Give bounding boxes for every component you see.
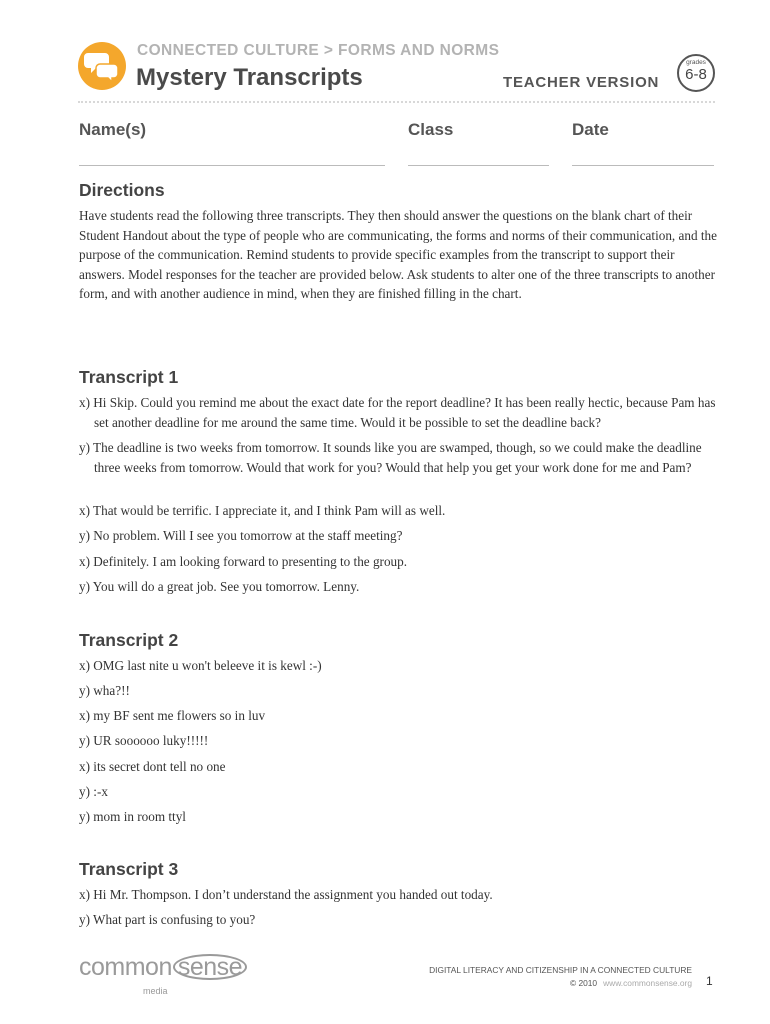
transcript-1-line: y) No problem. Will I see you tomorrow at the staff meeting? bbox=[79, 528, 403, 543]
grade-badge bbox=[677, 54, 715, 92]
transcript-1-line: x) Definitely. I am looking forward to presenting to the group. bbox=[79, 554, 408, 569]
speech-bubbles-icon bbox=[84, 50, 120, 82]
directions-text: Have students read the following three transcripts. They then should answer the questions on the blank chart of their Student Handout about the type of people who are communicating, the forms and norms of their communication, and the purpose of the communication. Remind students to provide specific examples from the transcript to support their answers. Model responses for the teacher are provided below. Ask students to alter one of the three transcripts to another form, and with another audience in mind, when they are finished filling in the chart. bbox=[79, 208, 717, 301]
version-label: TEACHER VERSION bbox=[503, 74, 660, 91]
directions-heading: Directions bbox=[79, 180, 165, 200]
transcript-1-line: x) Hi Skip. Could you remind me about the exact date for the report deadline? It has been really hectic, because Pam has set another deadline for me around the same time. Would it be possible to set the deadline back? bbox=[79, 395, 716, 430]
transcript-2-line: x) its secret dont tell no one bbox=[79, 759, 226, 774]
page-title: Mystery Transcripts bbox=[136, 64, 363, 91]
grade-badge-label: grades bbox=[686, 59, 706, 66]
class-label: Class bbox=[408, 120, 454, 139]
date-field[interactable] bbox=[572, 165, 714, 166]
transcript-1-line: y) You will do a great job. See you tomorrow. Lenny. bbox=[79, 579, 360, 594]
common-sense-logo bbox=[79, 953, 248, 982]
transcript-2-line: x) OMG last nite u won't beleeve it is kewl :-) bbox=[79, 658, 322, 673]
logo-word-common: common bbox=[79, 953, 172, 981]
transcript-2-line: y) UR soooooo luky!!!!! bbox=[79, 733, 209, 748]
names-field[interactable] bbox=[79, 165, 385, 166]
transcript-3-heading: Transcript 3 bbox=[79, 859, 179, 879]
transcript-1-line: x) That would be terrific. I appreciate it, and I think Pam will as well. bbox=[79, 503, 446, 518]
page-number: 1 bbox=[706, 974, 713, 988]
footer-series: DIGITAL LITERACY AND CITIZENSHIP IN A CONNECTED CULTURE bbox=[429, 965, 692, 975]
header-divider bbox=[78, 101, 715, 103]
grade-badge-value: 6-8 bbox=[685, 66, 707, 83]
names-label: Name(s) bbox=[79, 120, 147, 139]
date-label: Date bbox=[572, 120, 609, 139]
logo-badge bbox=[78, 42, 126, 90]
transcript-1-line: y) The deadline is two weeks from tomorrow. It sounds like you are swamped, though, so we could make the deadline three weeks from tomorrow. Would that work for you? Would that help you get your work done for me and Pam? bbox=[79, 440, 702, 475]
logo-word-sense: sense bbox=[173, 954, 247, 980]
transcript-2-line: x) my BF sent me flowers so in luv bbox=[79, 708, 266, 723]
logo-subtitle: media bbox=[143, 986, 168, 996]
class-field[interactable] bbox=[408, 165, 549, 166]
footer-credits bbox=[380, 978, 692, 988]
transcript-3-line: y) What part is confusing to you? bbox=[79, 912, 256, 927]
transcript-2-line: y) :-x bbox=[79, 784, 108, 799]
transcript-1-heading: Transcript 1 bbox=[79, 367, 179, 387]
transcript-2-heading: Transcript 2 bbox=[79, 630, 179, 650]
unit-kicker: CONNECTED CULTURE > FORMS AND NORMS bbox=[137, 42, 500, 59]
transcript-2-line: y) wha?!! bbox=[79, 683, 130, 698]
footer-url[interactable]: www.commonsense.org bbox=[603, 978, 692, 988]
footer-copyright: © 2010 bbox=[569, 978, 598, 988]
transcript-2-line: y) mom in room ttyl bbox=[79, 809, 186, 824]
transcript-3-line: x) Hi Mr. Thompson. I don’t understand the assignment you handed out today. bbox=[79, 887, 493, 902]
